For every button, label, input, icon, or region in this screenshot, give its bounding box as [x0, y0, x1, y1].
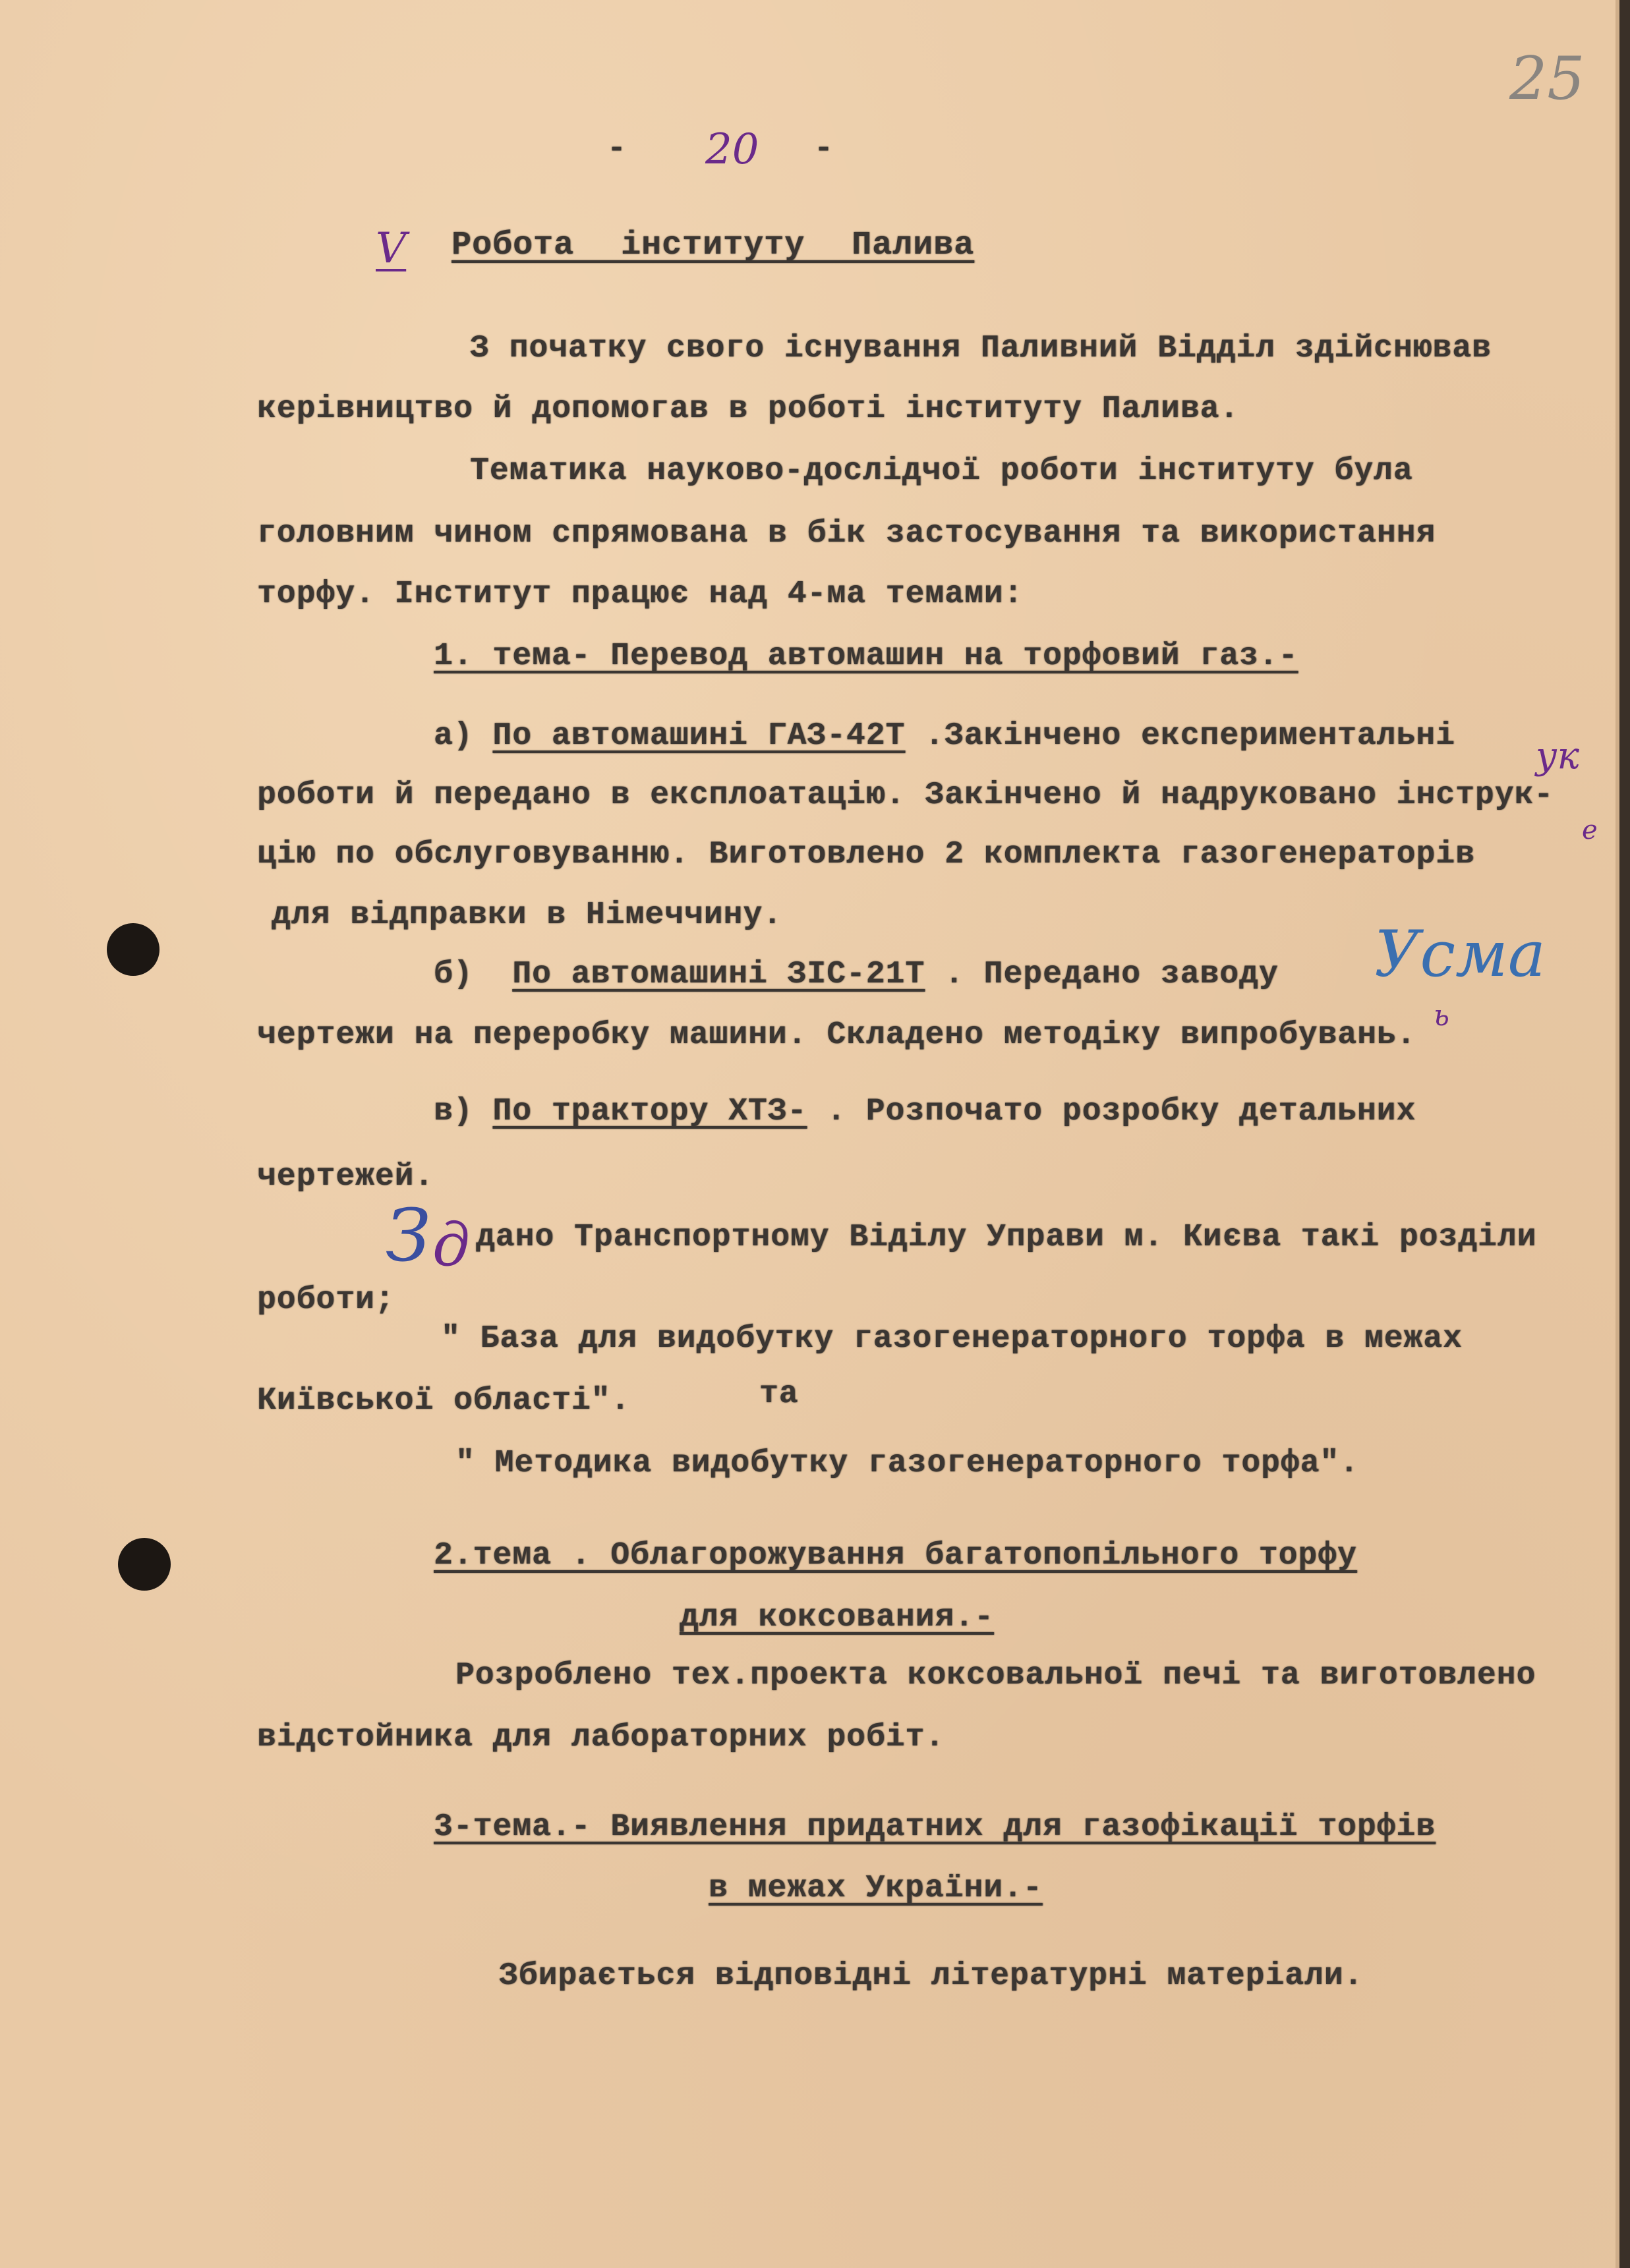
item-text: . Розпочато розробку детальних	[827, 1094, 1416, 1129]
intro-line: З початку свого існування Паливний Відділ здійснював	[470, 331, 1492, 366]
body-line: цію по обслуговуванню. Виготовлено 2 комплекта газогенераторів	[257, 837, 1475, 872]
page-number-dash-right: -	[814, 131, 834, 167]
quote-line: Київської області".	[257, 1383, 631, 1419]
handwritten-letter: д	[432, 1210, 471, 1280]
item-subject: По автомашині ЗІС-21Т	[512, 957, 925, 992]
intro-line: торфу. Інститут працює над 4-ма темами:	[257, 577, 1024, 612]
correction-note: е	[1582, 815, 1598, 845]
intro-line: Тематика науково-дослідчої роботи інституту була	[470, 453, 1413, 489]
page-number: 20	[705, 125, 759, 174]
body-line: для відправки в Німеччину.	[272, 897, 782, 933]
section-numeral: V	[376, 224, 407, 273]
intro-line: керівництво й допомогав в роботі інституту Палива.	[257, 391, 1240, 427]
correction-note: ук	[1536, 735, 1579, 778]
topic1-c-text	[434, 1094, 1416, 1129]
correction-note: ь	[1434, 999, 1449, 1033]
topic1-heading: 1. тема- Перевод автомашин на торфовий газ.-	[434, 638, 1298, 674]
item-label: в)	[434, 1094, 473, 1129]
item-subject: По автомашині ГАЗ-42Т	[492, 718, 906, 754]
body-line: дано Транспортному Віділу Управи м. Києва такі розділи	[476, 1220, 1537, 1255]
item-label: а)	[434, 718, 473, 754]
item-text: .Закінчено експериментальні	[925, 718, 1455, 754]
page-edge	[1619, 0, 1630, 2268]
page-number-dash-left: -	[607, 131, 627, 167]
topic3-heading: 3-тема.- Виявлення придатних для газофікації торфів	[434, 1809, 1436, 1845]
body-line: Розроблено тех.проекта коксовальної печі та виготовлено	[455, 1658, 1536, 1693]
item-text: . Передано заводу	[944, 957, 1279, 992]
item-subject: По трактору ХТЗ-	[492, 1094, 807, 1129]
topic1-b-text	[434, 957, 1279, 992]
body-line: чертежи на переробку машини. Складено методіку випробувань.	[257, 1017, 1416, 1053]
archive-folio-number: 25	[1509, 44, 1585, 113]
handwritten-letter: З	[386, 1193, 431, 1278]
item-label: б)	[434, 957, 473, 992]
topic3-heading: в межах України.-	[709, 1871, 1043, 1906]
body-line: роботи;	[257, 1282, 395, 1318]
topic1-a-text	[434, 719, 1455, 754]
punch-hole	[107, 923, 160, 976]
section-title: Робота інституту Палива	[451, 227, 975, 264]
topic2-heading: для коксования.-	[680, 1600, 994, 1635]
conjunction: та	[759, 1376, 799, 1412]
body-line: відстойника для лабораторних робіт.	[257, 1720, 945, 1755]
margin-note: Усма	[1374, 917, 1546, 991]
topic2-heading: 2.тема . Облагорожування багатопопільного торфу	[434, 1538, 1357, 1573]
body-line: роботи й передано в експлоатацію. Закінчено й надруковано інструк-	[257, 778, 1554, 813]
body-line: чертежей.	[257, 1159, 434, 1195]
intro-line: головним чином спрямована в бік застосування та використання	[257, 516, 1436, 552]
punch-hole	[118, 1538, 171, 1591]
quote-line: " База для видобутку газогенераторного торфа в межах	[441, 1321, 1463, 1357]
quote-line: " Методика видобутку газогенераторного торфа".	[455, 1446, 1360, 1481]
body-line: Збирається відповідні літературні матеріали.	[499, 1958, 1364, 1994]
